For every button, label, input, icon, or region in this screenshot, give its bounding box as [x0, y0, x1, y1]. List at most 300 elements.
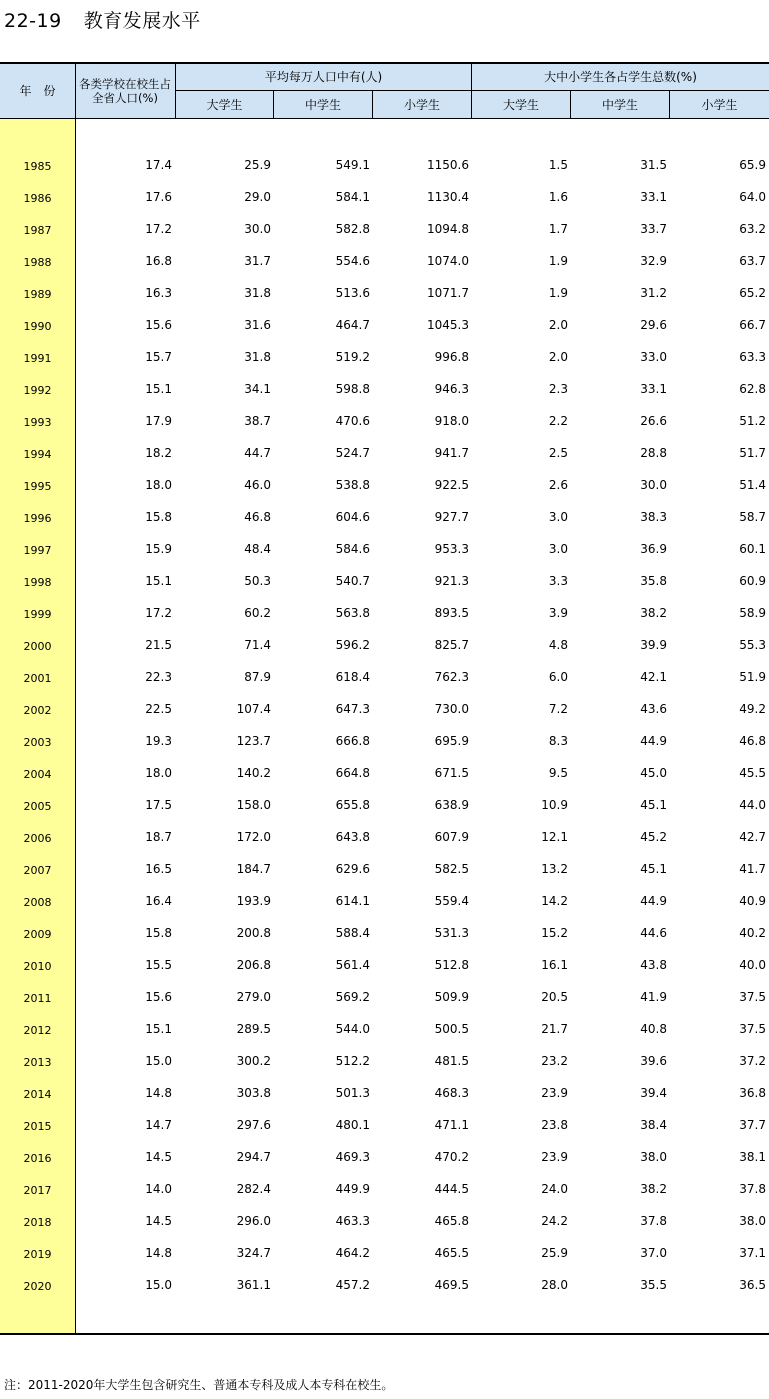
value-cell: 9.5: [548, 766, 568, 780]
header-sub-primary: 小学生: [403, 97, 440, 112]
value-cell: 598.8: [335, 382, 370, 396]
value-cell: 664.8: [335, 766, 370, 780]
value-cell: 41.9: [640, 990, 667, 1004]
table-row: [0, 734, 769, 766]
year-cell: 1991: [23, 352, 52, 365]
year-cell: 1993: [23, 416, 52, 429]
value-cell: 3.3: [548, 574, 568, 588]
value-cell: 730.0: [434, 702, 469, 716]
value-cell: 15.9: [145, 542, 172, 556]
value-cell: 666.8: [335, 734, 370, 748]
value-cell: 46.8: [739, 734, 766, 748]
header-sub-middle: 中学生: [601, 97, 638, 112]
value-cell: 596.2: [335, 638, 370, 652]
value-cell: 45.1: [640, 798, 667, 812]
value-cell: 464.7: [335, 318, 370, 332]
table-row: [0, 286, 769, 318]
value-cell: 946.3: [434, 382, 469, 396]
table-row: [0, 1118, 769, 1150]
table-row: [0, 190, 769, 222]
value-cell: 449.9: [335, 1182, 370, 1196]
value-cell: 45.0: [640, 766, 667, 780]
value-cell: 37.0: [640, 1246, 667, 1260]
value-cell: 33.7: [640, 222, 667, 236]
value-cell: 584.6: [335, 542, 370, 556]
value-cell: 123.7: [236, 734, 271, 748]
year-cell: 2015: [23, 1120, 52, 1133]
header-share: 各类学校在校生占全省人口(%): [79, 77, 171, 105]
value-cell: 29.6: [640, 318, 667, 332]
value-cell: 45.2: [640, 830, 667, 844]
value-cell: 40.8: [640, 1022, 667, 1036]
value-cell: 463.3: [335, 1214, 370, 1228]
value-cell: 35.5: [640, 1278, 667, 1292]
value-cell: 37.8: [739, 1182, 766, 1196]
value-cell: 695.9: [434, 734, 469, 748]
value-cell: 51.9: [739, 670, 766, 684]
value-cell: 15.6: [145, 990, 172, 1004]
value-cell: 16.5: [145, 862, 172, 876]
value-cell: 15.0: [145, 1278, 172, 1292]
value-cell: 14.5: [145, 1150, 172, 1164]
year-cell: 1986: [23, 192, 52, 205]
value-cell: 588.4: [335, 926, 370, 940]
value-cell: 38.0: [739, 1214, 766, 1228]
year-cell: 1992: [23, 384, 52, 397]
value-cell: 51.2: [739, 414, 766, 428]
value-cell: 30.0: [640, 478, 667, 492]
value-cell: 45.5: [739, 766, 766, 780]
table-row: [0, 958, 769, 990]
value-cell: 941.7: [434, 446, 469, 460]
footnote: 注：2011-2020年大学生包含研究生、普通本专科及成人本专科在校生。: [4, 1378, 394, 1392]
table-row: [0, 158, 769, 190]
year-cell: 1987: [23, 224, 52, 237]
value-cell: 294.7: [236, 1150, 271, 1164]
table-row: [0, 1022, 769, 1054]
value-cell: 40.0: [739, 958, 766, 972]
value-cell: 655.8: [335, 798, 370, 812]
table-row: [0, 766, 769, 798]
value-cell: 921.3: [434, 574, 469, 588]
value-cell: 16.4: [145, 894, 172, 908]
value-cell: 38.1: [739, 1150, 766, 1164]
value-cell: 469.3: [335, 1150, 370, 1164]
value-cell: 3.0: [548, 542, 568, 556]
value-cell: 607.9: [434, 830, 469, 844]
value-cell: 1.5: [548, 158, 568, 172]
value-cell: 15.1: [145, 1022, 172, 1036]
value-cell: 37.7: [739, 1118, 766, 1132]
bottom-rule: [0, 1333, 769, 1335]
table-row: [0, 350, 769, 382]
year-cell: 2000: [23, 640, 52, 653]
table-row: [0, 926, 769, 958]
table-row: [0, 1246, 769, 1278]
value-cell: 465.8: [434, 1214, 469, 1228]
year-cell: 1995: [23, 480, 52, 493]
value-cell: 17.5: [145, 798, 172, 812]
year-cell: 1999: [23, 608, 52, 621]
value-cell: 471.1: [434, 1118, 469, 1132]
year-cell: 1996: [23, 512, 52, 525]
value-cell: 23.9: [541, 1086, 568, 1100]
value-cell: 569.2: [335, 990, 370, 1004]
value-cell: 519.2: [335, 350, 370, 364]
table-row: [0, 1150, 769, 1182]
value-cell: 549.1: [335, 158, 370, 172]
table-row: [0, 894, 769, 926]
value-cell: 62.8: [739, 382, 766, 396]
value-cell: 18.7: [145, 830, 172, 844]
year-cell: 2007: [23, 864, 52, 877]
table-row: [0, 222, 769, 254]
value-cell: 643.8: [335, 830, 370, 844]
value-cell: 28.8: [640, 446, 667, 460]
value-cell: 55.3: [739, 638, 766, 652]
value-cell: 33.0: [640, 350, 667, 364]
table-row: [0, 446, 769, 478]
value-cell: 762.3: [434, 670, 469, 684]
table-row: [0, 638, 769, 670]
value-cell: 14.2: [541, 894, 568, 908]
value-cell: 44.7: [244, 446, 271, 460]
value-cell: 300.2: [236, 1054, 271, 1068]
value-cell: 206.8: [236, 958, 271, 972]
year-cell: 1997: [23, 544, 52, 557]
year-cell: 2014: [23, 1088, 52, 1101]
value-cell: 200.8: [236, 926, 271, 940]
value-cell: 15.8: [145, 510, 172, 524]
value-cell: 279.0: [236, 990, 271, 1004]
value-cell: 66.7: [739, 318, 766, 332]
value-cell: 647.3: [335, 702, 370, 716]
value-cell: 14.5: [145, 1214, 172, 1228]
year-cell: 1988: [23, 256, 52, 269]
value-cell: 671.5: [434, 766, 469, 780]
value-cell: 22.5: [145, 702, 172, 716]
value-cell: 1045.3: [427, 318, 469, 332]
value-cell: 15.5: [145, 958, 172, 972]
year-cell: 2002: [23, 704, 52, 717]
year-cell: 2008: [23, 896, 52, 909]
table-row: [0, 702, 769, 734]
value-cell: 51.7: [739, 446, 766, 460]
value-cell: 361.1: [236, 1278, 271, 1292]
value-cell: 297.6: [236, 1118, 271, 1132]
value-cell: 7.2: [548, 702, 568, 716]
value-cell: 31.2: [640, 286, 667, 300]
value-cell: 40.2: [739, 926, 766, 940]
table-row: [0, 478, 769, 510]
value-cell: 46.8: [244, 510, 271, 524]
value-cell: 14.0: [145, 1182, 172, 1196]
table-row: [0, 510, 769, 542]
year-cell: 2012: [23, 1024, 52, 1037]
table-row: [0, 414, 769, 446]
year-cell: 2001: [23, 672, 52, 685]
value-cell: 17.9: [145, 414, 172, 428]
value-cell: 34.1: [244, 382, 271, 396]
table-row: [0, 1182, 769, 1214]
value-cell: 20.5: [541, 990, 568, 1004]
value-cell: 296.0: [236, 1214, 271, 1228]
value-cell: 37.8: [640, 1214, 667, 1228]
value-cell: 3.9: [548, 606, 568, 620]
year-cell: 1998: [23, 576, 52, 589]
value-cell: 38.2: [640, 1182, 667, 1196]
value-cell: 1130.4: [427, 190, 469, 204]
value-cell: 303.8: [236, 1086, 271, 1100]
value-cell: 289.5: [236, 1022, 271, 1036]
value-cell: 36.8: [739, 1086, 766, 1100]
year-cell: 2013: [23, 1056, 52, 1069]
header-year: 年 份: [19, 84, 56, 98]
value-cell: 582.8: [335, 222, 370, 236]
value-cell: 63.7: [739, 254, 766, 268]
year-cell: 1990: [23, 320, 52, 333]
value-cell: 37.1: [739, 1246, 766, 1260]
value-cell: 538.8: [335, 478, 370, 492]
value-cell: 39.4: [640, 1086, 667, 1100]
value-cell: 444.5: [434, 1182, 469, 1196]
value-cell: 481.5: [434, 1054, 469, 1068]
value-cell: 46.0: [244, 478, 271, 492]
table-row: [0, 382, 769, 414]
year-cell: 2017: [23, 1184, 52, 1197]
value-cell: 41.7: [739, 862, 766, 876]
table-title: 教育发展水平: [83, 10, 201, 32]
value-cell: 15.7: [145, 350, 172, 364]
value-cell: 582.5: [434, 862, 469, 876]
header-group-per-10k: 平均每万人口中有(人): [264, 70, 383, 84]
value-cell: 43.8: [640, 958, 667, 972]
year-cell: 1989: [23, 288, 52, 301]
value-cell: 1071.7: [427, 286, 469, 300]
value-cell: 38.0: [640, 1150, 667, 1164]
header-group-percent: 大中小学生各占学生总数(%): [544, 70, 697, 84]
value-cell: 457.2: [335, 1278, 370, 1292]
value-cell: 172.0: [236, 830, 271, 844]
value-cell: 42.1: [640, 670, 667, 684]
value-cell: 524.7: [335, 446, 370, 460]
value-cell: 37.5: [739, 990, 766, 1004]
value-cell: 17.6: [145, 190, 172, 204]
value-cell: 17.2: [145, 222, 172, 236]
value-cell: 60.2: [244, 606, 271, 620]
value-cell: 44.9: [640, 734, 667, 748]
value-cell: 15.0: [145, 1054, 172, 1068]
value-cell: 918.0: [434, 414, 469, 428]
table-row: [0, 254, 769, 286]
year-cell: 2004: [23, 768, 52, 781]
value-cell: 31.5: [640, 158, 667, 172]
value-cell: 470.6: [335, 414, 370, 428]
value-cell: 2.2: [548, 414, 568, 428]
value-cell: 22.3: [145, 670, 172, 684]
table-row: [0, 606, 769, 638]
value-cell: 28.0: [541, 1278, 568, 1292]
value-cell: 19.3: [145, 734, 172, 748]
value-cell: 893.5: [434, 606, 469, 620]
value-cell: 629.6: [335, 862, 370, 876]
value-cell: 953.3: [434, 542, 469, 556]
table-row: [0, 798, 769, 830]
value-cell: 31.8: [244, 350, 271, 364]
table-row: [0, 830, 769, 862]
value-cell: 24.0: [541, 1182, 568, 1196]
value-cell: 1.6: [548, 190, 568, 204]
year-cell: 2018: [23, 1216, 52, 1229]
value-cell: 36.9: [640, 542, 667, 556]
year-cell: 2016: [23, 1152, 52, 1165]
table-row: [0, 1054, 769, 1086]
value-cell: 614.1: [335, 894, 370, 908]
value-cell: 39.9: [640, 638, 667, 652]
value-cell: 1.9: [548, 254, 568, 268]
value-cell: 33.1: [640, 190, 667, 204]
value-cell: 468.3: [434, 1086, 469, 1100]
value-cell: 540.7: [335, 574, 370, 588]
year-cell: 2011: [23, 992, 52, 1005]
value-cell: 35.8: [640, 574, 667, 588]
value-cell: 14.7: [145, 1118, 172, 1132]
value-cell: 193.9: [236, 894, 271, 908]
value-cell: 513.6: [335, 286, 370, 300]
value-cell: 23.8: [541, 1118, 568, 1132]
year-cell: 1985: [23, 160, 52, 173]
value-cell: 38.7: [244, 414, 271, 428]
value-cell: 51.4: [739, 478, 766, 492]
value-cell: 501.3: [335, 1086, 370, 1100]
value-cell: 87.9: [244, 670, 271, 684]
value-cell: 18.0: [145, 478, 172, 492]
value-cell: 15.2: [541, 926, 568, 940]
value-cell: 23.9: [541, 1150, 568, 1164]
value-cell: 1094.8: [427, 222, 469, 236]
value-cell: 26.6: [640, 414, 667, 428]
value-cell: 33.1: [640, 382, 667, 396]
value-cell: 38.4: [640, 1118, 667, 1132]
value-cell: 60.9: [739, 574, 766, 588]
value-cell: 825.7: [434, 638, 469, 652]
value-cell: 48.4: [244, 542, 271, 556]
value-cell: 531.3: [434, 926, 469, 940]
value-cell: 58.9: [739, 606, 766, 620]
year-cell: 1994: [23, 448, 52, 461]
header-bottom-rule: [0, 118, 769, 119]
page-title: [4, 6, 201, 33]
value-cell: 16.8: [145, 254, 172, 268]
table-row: [0, 1214, 769, 1246]
value-cell: 18.0: [145, 766, 172, 780]
value-cell: 1.7: [548, 222, 568, 236]
value-cell: 23.2: [541, 1054, 568, 1068]
value-cell: 6.0: [548, 670, 568, 684]
value-cell: 158.0: [236, 798, 271, 812]
value-cell: 64.0: [739, 190, 766, 204]
value-cell: 13.2: [541, 862, 568, 876]
value-cell: 464.2: [335, 1246, 370, 1260]
table-row: [0, 1086, 769, 1118]
table-row: [0, 318, 769, 350]
year-cell: 2005: [23, 800, 52, 813]
value-cell: 10.9: [541, 798, 568, 812]
value-cell: 63.3: [739, 350, 766, 364]
table-row: [0, 670, 769, 702]
value-cell: 63.2: [739, 222, 766, 236]
value-cell: 604.6: [335, 510, 370, 524]
header-sub-college: 大学生: [502, 97, 539, 112]
value-cell: 927.7: [434, 510, 469, 524]
value-cell: 561.4: [335, 958, 370, 972]
value-cell: 996.8: [434, 350, 469, 364]
value-cell: 65.2: [739, 286, 766, 300]
value-cell: 2.3: [548, 382, 568, 396]
value-cell: 12.1: [541, 830, 568, 844]
year-cell: 2019: [23, 1248, 52, 1261]
value-cell: 15.1: [145, 574, 172, 588]
value-cell: 554.6: [335, 254, 370, 268]
value-cell: 2.6: [548, 478, 568, 492]
value-cell: 2.5: [548, 446, 568, 460]
value-cell: 30.0: [244, 222, 271, 236]
value-cell: 512.2: [335, 1054, 370, 1068]
value-cell: 16.1: [541, 958, 568, 972]
table-row: [0, 574, 769, 606]
value-cell: 512.8: [434, 958, 469, 972]
value-cell: 39.6: [640, 1054, 667, 1068]
value-cell: 58.7: [739, 510, 766, 524]
value-cell: 44.6: [640, 926, 667, 940]
value-cell: 17.2: [145, 606, 172, 620]
value-cell: 21.7: [541, 1022, 568, 1036]
value-cell: 42.7: [739, 830, 766, 844]
value-cell: 16.3: [145, 286, 172, 300]
value-cell: 470.2: [434, 1150, 469, 1164]
value-cell: 107.4: [236, 702, 271, 716]
value-cell: 465.5: [434, 1246, 469, 1260]
value-cell: 559.4: [434, 894, 469, 908]
value-cell: 25.9: [541, 1246, 568, 1260]
value-cell: 324.7: [236, 1246, 271, 1260]
value-cell: 17.4: [145, 158, 172, 172]
value-cell: 4.8: [548, 638, 568, 652]
value-cell: 140.2: [236, 766, 271, 780]
value-cell: 43.6: [640, 702, 667, 716]
year-cell: 2020: [23, 1280, 52, 1293]
value-cell: 14.8: [145, 1246, 172, 1260]
value-cell: 31.8: [244, 286, 271, 300]
header-sub-college: 大学生: [206, 97, 243, 112]
year-cell: 2006: [23, 832, 52, 845]
year-cell: 2009: [23, 928, 52, 941]
value-cell: 15.8: [145, 926, 172, 940]
value-cell: 15.1: [145, 382, 172, 396]
table-body: [0, 158, 769, 1310]
value-cell: 618.4: [335, 670, 370, 684]
value-cell: 21.5: [145, 638, 172, 652]
value-cell: 45.1: [640, 862, 667, 876]
header-sub-middle: 中学生: [304, 97, 341, 112]
value-cell: 50.3: [244, 574, 271, 588]
value-cell: 8.3: [548, 734, 568, 748]
value-cell: 2.0: [548, 318, 568, 332]
table-row: [0, 862, 769, 894]
value-cell: 38.2: [640, 606, 667, 620]
value-cell: 2.0: [548, 350, 568, 364]
value-cell: 31.6: [244, 318, 271, 332]
